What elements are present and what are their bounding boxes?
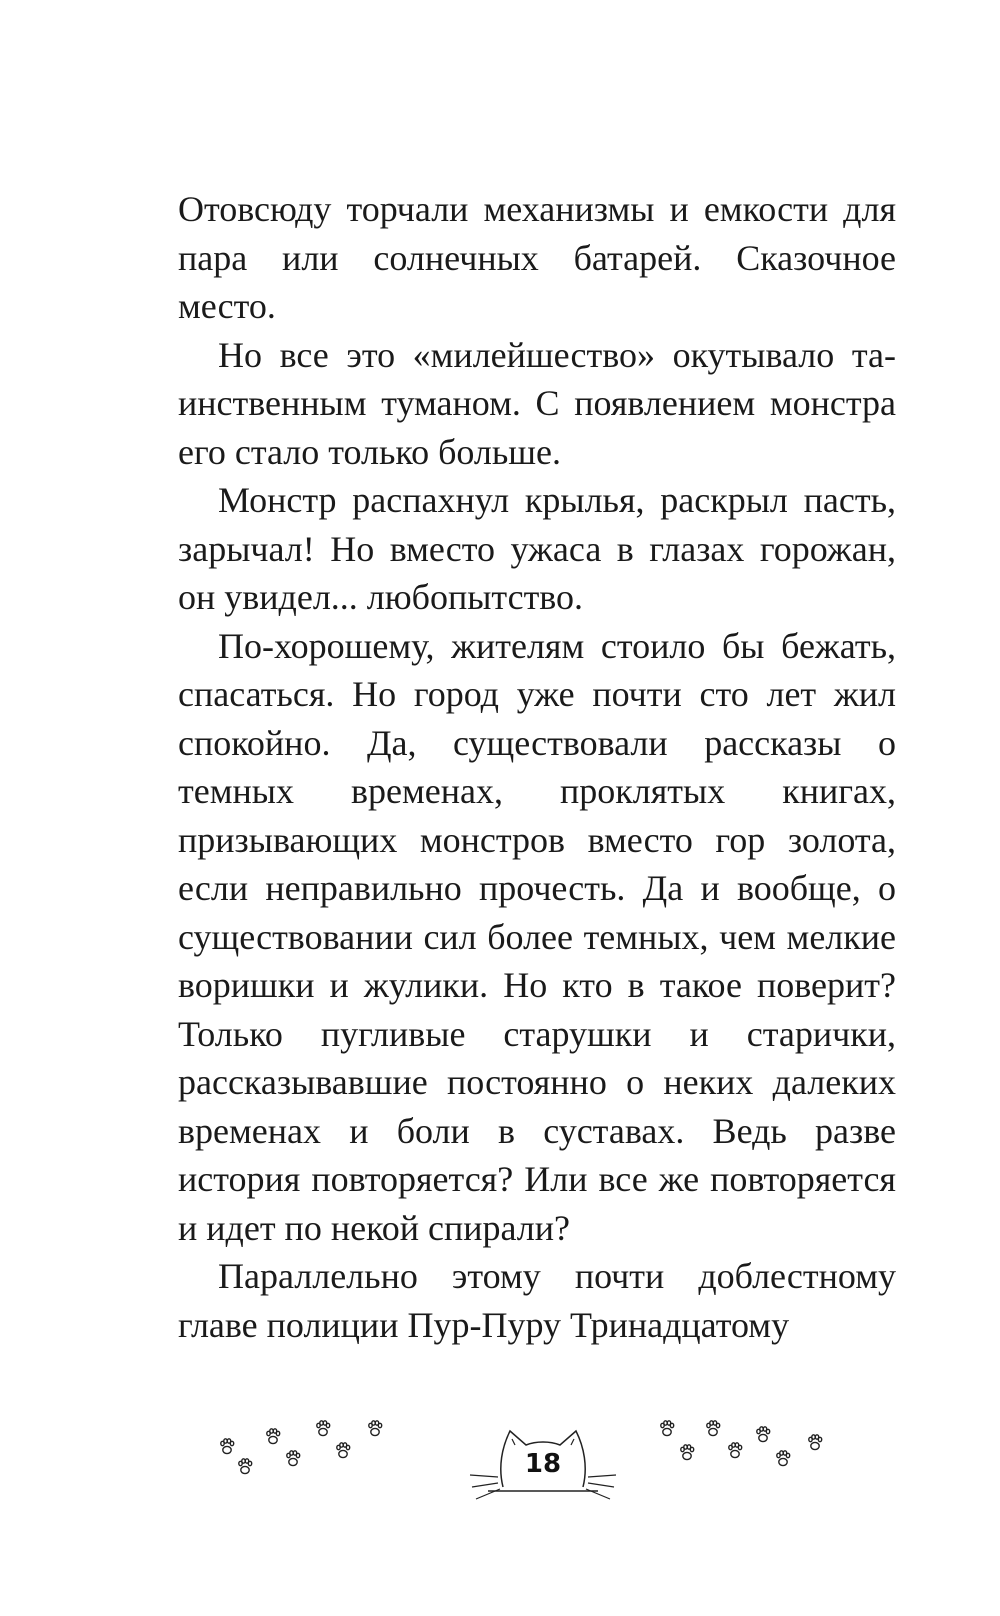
paragraph-3: Монстр распахнул крылья, раскрыл пасть, зарычал! Но вместо ужаса в глазах горожан, он увидел... любопытство.	[178, 480, 896, 617]
paragraph-1: Отовсюду торчали механизмы и емкости для пара или солнечных батарей. Сказочное место.	[178, 189, 896, 326]
body-text	[178, 185, 896, 1349]
paragraph-2: Но все это «милейшество» окутывало таинственным туманом. С появлением монстра его стало только больше.	[178, 334, 896, 472]
paw-prints-right-icon	[655, 1415, 835, 1485]
paragraph-5: Параллельно этому почти доблестному главе полиции Пур-Пуру Тринадцатому	[178, 1256, 896, 1345]
page-number: 18	[524, 1449, 562, 1479]
paragraph-4: По-хорошему, жителям стоило бы бежать, спасаться. Но город уже почти сто лет жил спокойно. Да, существовали рассказы о темных временах, проклятых книгах, призывающих монстров вместо гор золота, если неправильно прочесть. Да и вообще, о существовании сил более темных, чем мелкие воришки и жулики. Но кто в такое поверит? Только пугливые старушки и старички, рассказывавшие постоянно о неких далеких временах и боли в суставах. Ведь разве история повторяется? Или все же повторяется и идет по некой спирали?	[178, 625, 896, 1248]
paw-prints-left-icon	[215, 1415, 395, 1485]
page-number-badge	[468, 1415, 618, 1525]
page-footer	[0, 1415, 1000, 1525]
